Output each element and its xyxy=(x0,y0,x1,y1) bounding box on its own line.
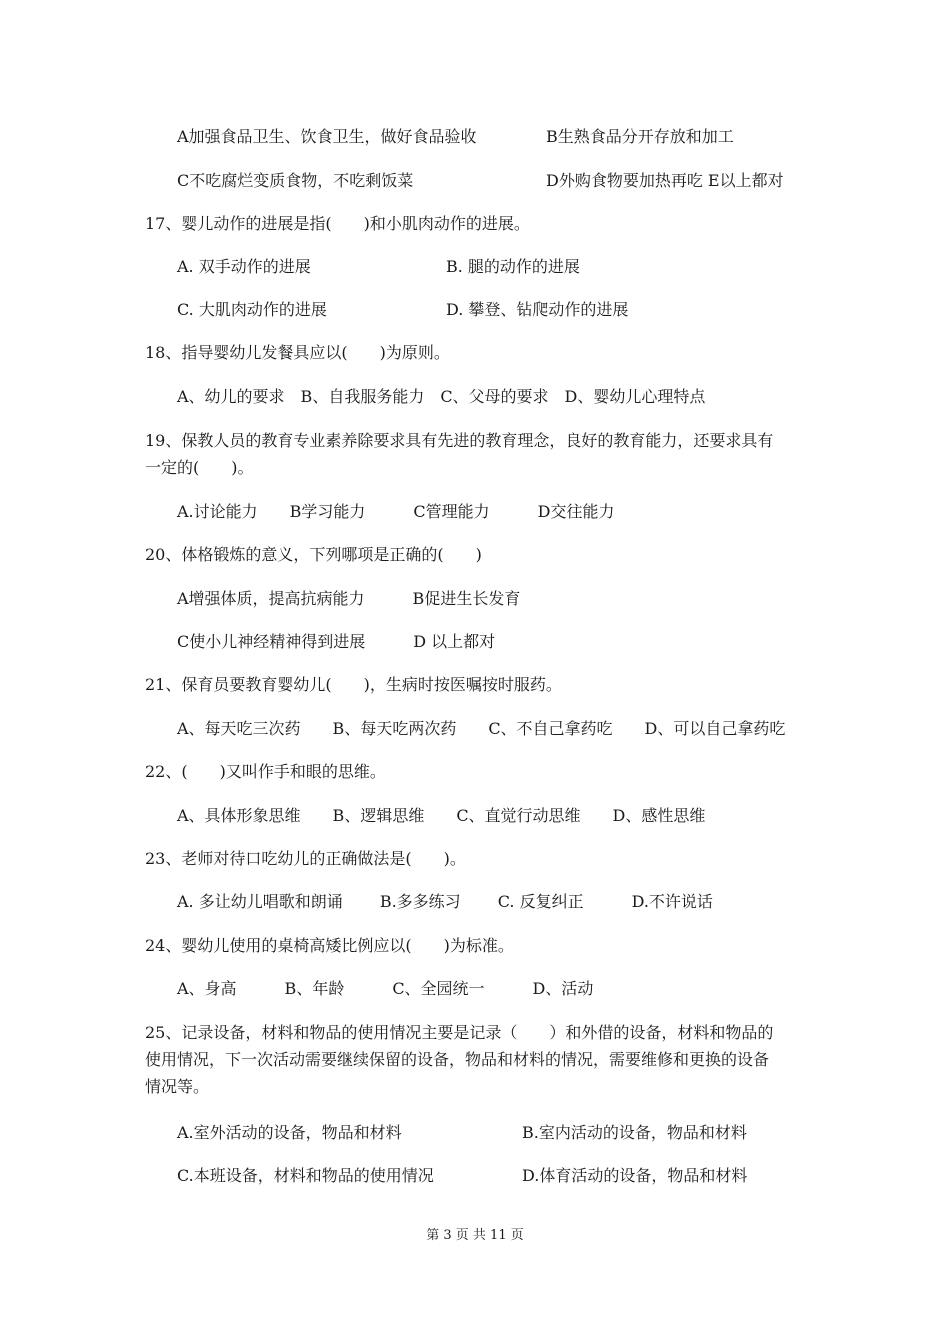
q16-option-b: B生熟食品分开存放和加工 xyxy=(546,127,734,146)
q19-stem-line1: 19、保教人员的教育专业素养除要求具有先进的教育理念，良好的教育能力，还要求具有 xyxy=(145,431,774,450)
q24-stem: 24、婴幼儿使用的桌椅高矮比例应以( )为标准。 xyxy=(145,936,514,955)
q25-stem-line1: 25、记录设备，材料和物品的使用情况主要是记录（ ）和外借的设备，材料和物品的 xyxy=(145,1023,774,1042)
q18-stem: 18、指导婴幼儿发餐具应以( )为原则。 xyxy=(145,343,450,362)
q25-option-d: D.体育活动的设备，物品和材料 xyxy=(522,1166,748,1185)
q20-options-ab: A增强体质，提高抗病能力 B促进生长发育 xyxy=(177,589,521,608)
q23-options: A. 多让幼儿唱歌和朗诵 B.多多练习 C. 反复纠正 D.不许说话 xyxy=(177,892,713,911)
q16-option-c: C不吃腐烂变质食物，不吃剩饭菜 xyxy=(177,171,414,190)
q25-option-b: B.室内活动的设备，物品和材料 xyxy=(522,1123,747,1142)
q17-option-c: C. 大肌肉动作的进展 xyxy=(177,300,327,319)
q18-options: A、幼儿的要求 B、自我服务能力 C、父母的要求 D、婴幼儿心理特点 xyxy=(177,387,706,406)
q25-option-c: C.本班设备，材料和物品的使用情况 xyxy=(177,1166,434,1185)
q16-option-a: A加强食品卫生、饮食卫生，做好食品验收 xyxy=(177,127,477,146)
page-number-footer: 第 3 页 共 11 页 xyxy=(426,1228,524,1243)
q25-stem-line2: 使用情况，下一次活动需要继续保留的设备，物品和材料的情况，需要维修和更换的设备 xyxy=(145,1050,770,1069)
q24-options: A、身高 B、年龄 C、全园统一 D、活动 xyxy=(177,979,594,998)
q22-options: A、具体形象思维 B、逻辑思维 C、直觉行动思维 D、感性思维 xyxy=(177,806,706,825)
q25-stem-line3: 情况等。 xyxy=(145,1077,210,1096)
q17-option-a: A. 双手动作的进展 xyxy=(177,257,311,276)
q17-stem: 17、婴儿动作的进展是指( )和小肌肉动作的进展。 xyxy=(145,214,530,233)
q16-option-d: D外购食物要加热再吃 E以上都对 xyxy=(546,171,784,190)
q19-options: A.讨论能力 B学习能力 C管理能力 D交往能力 xyxy=(177,502,615,521)
q21-stem: 21、保育员要教育婴幼儿( )，生病时按医嘱按时服药。 xyxy=(145,675,562,694)
q17-option-d: D. 攀登、钻爬动作的进展 xyxy=(446,300,629,319)
q20-stem: 20、体格锻炼的意义，下列哪项是正确的( ) xyxy=(145,545,482,564)
q19-stem-line2: 一定的( )。 xyxy=(145,458,254,477)
q25-option-a: A.室外活动的设备，物品和材料 xyxy=(177,1123,402,1142)
q22-stem: 22、( )又叫作手和眼的思维。 xyxy=(145,762,386,781)
q21-options: A、每天吃三次药 B、每天吃两次药 C、不自己拿药吃 D、可以自己拿药吃 xyxy=(177,719,786,738)
q20-options-cd: C使小儿神经精神得到进展 D 以上都对 xyxy=(177,632,496,651)
q17-option-b: B. 腿的动作的进展 xyxy=(446,257,580,276)
q23-stem: 23、老师对待口吃幼儿的正确做法是( )。 xyxy=(145,849,466,868)
